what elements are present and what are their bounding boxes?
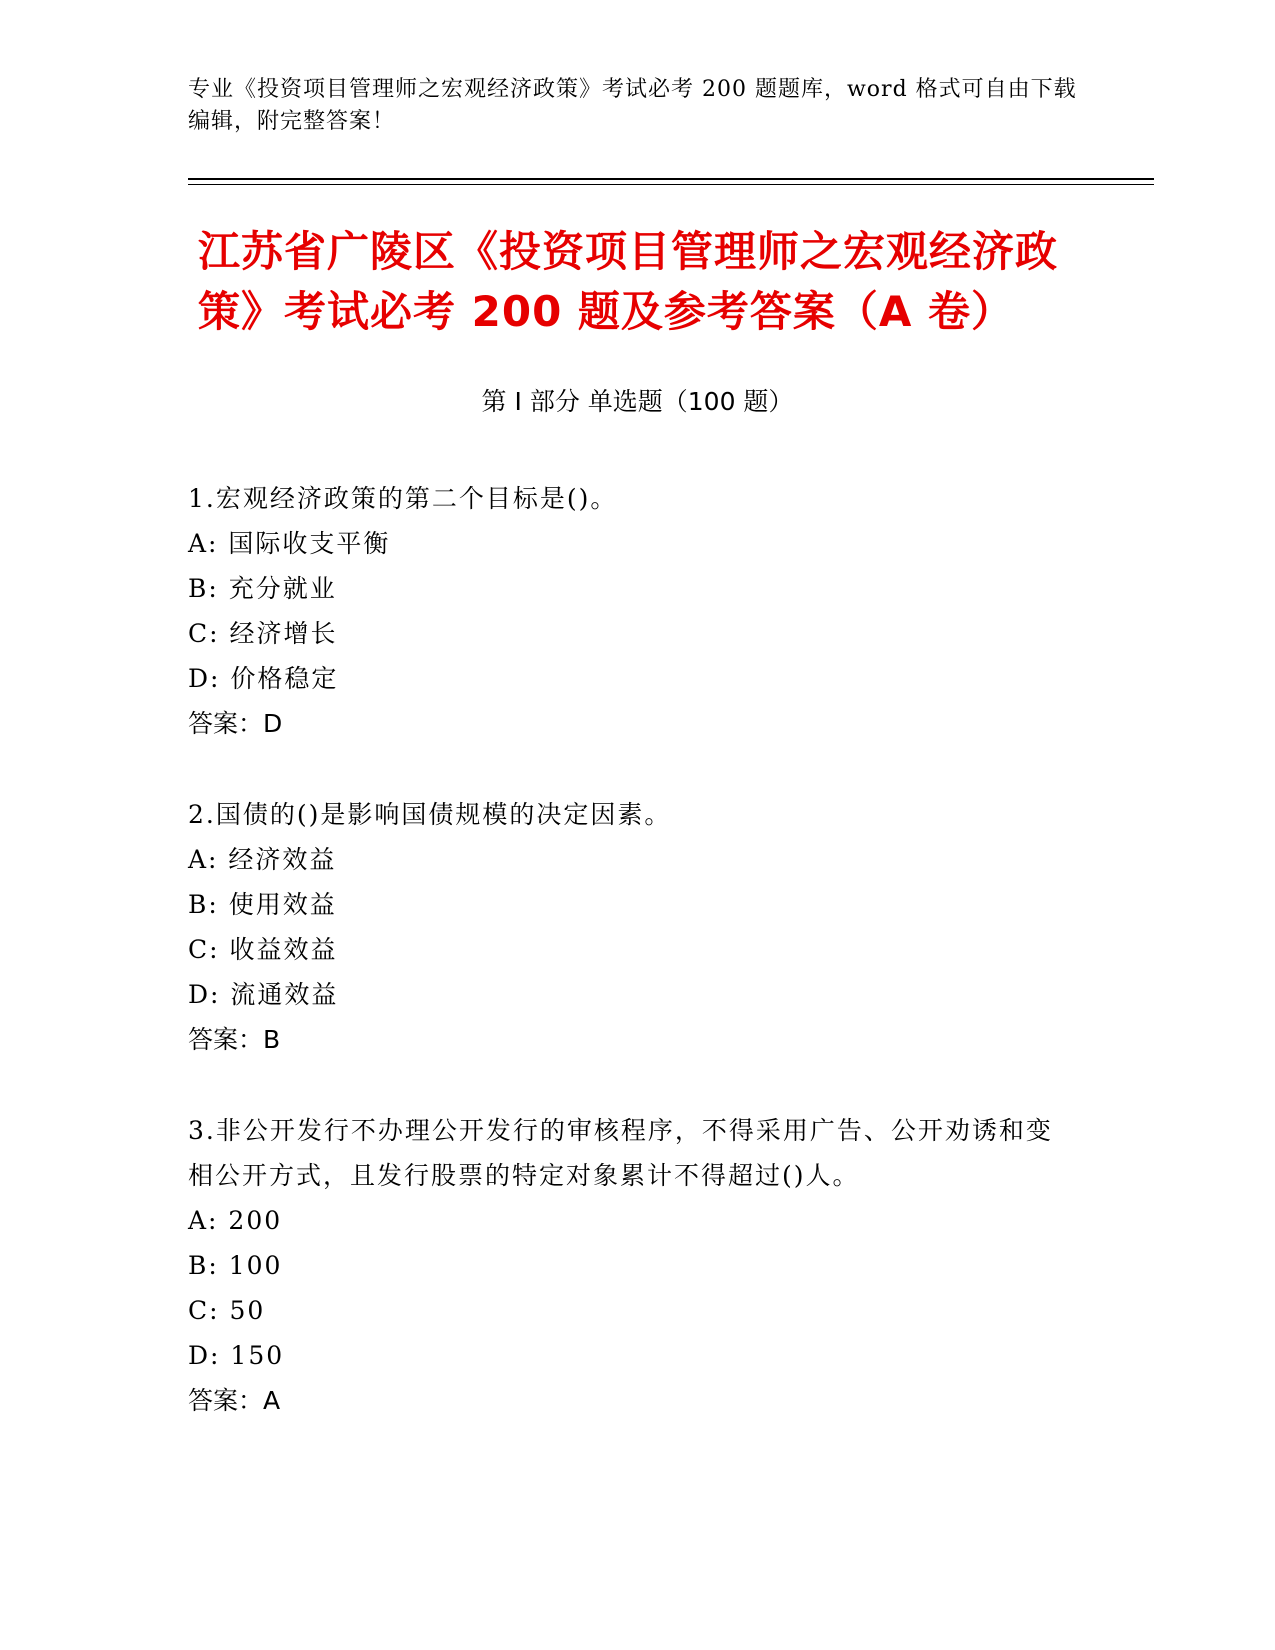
option-a: A: 经济效益	[188, 845, 337, 874]
question-list	[188, 476, 1068, 1469]
document-title: 江苏省广陵区《投资项目管理师之宏观经济政策》考试必考 200 题及参考答案（A 卷）	[198, 227, 1059, 336]
option-b: B: 使用效益	[188, 890, 337, 919]
answer: 答案：A	[188, 1386, 281, 1415]
header-rule-thin	[188, 184, 1154, 185]
header-rule-thick	[188, 178, 1154, 180]
header-note: 专业《投资项目管理师之宏观经济政策》考试必考 200 题题库，word 格式可自由下载编辑，附完整答案！	[188, 77, 1077, 134]
question-1	[188, 476, 1068, 746]
question-2	[188, 792, 1068, 1062]
option-c: C: 经济增长	[188, 619, 338, 648]
option-a: A: 200	[188, 1206, 283, 1235]
option-b: B: 100	[188, 1251, 283, 1280]
question-text: 1.宏观经济政策的第二个目标是()。	[188, 484, 618, 513]
option-d: D: 150	[188, 1341, 285, 1370]
answer: 答案：B	[188, 1025, 281, 1054]
section-heading: 第 I 部分 单选题（100 题）	[481, 387, 794, 416]
question-3	[188, 1108, 1068, 1423]
question-text: 3.非公开发行不办理公开发行的审核程序，不得采用广告、公开劝诱和变相公开方式，且发行股票的特定对象累计不得超过()人。	[188, 1116, 1053, 1190]
option-c: C: 收益效益	[188, 935, 338, 964]
option-c: C: 50	[188, 1296, 266, 1325]
option-b: B: 充分就业	[188, 574, 337, 603]
question-text: 2.国债的()是影响国债规模的决定因素。	[188, 800, 672, 829]
option-a: A: 国际收支平衡	[188, 529, 391, 558]
option-d: D: 价格稳定	[188, 664, 339, 693]
option-d: D: 流通效益	[188, 980, 339, 1009]
answer: 答案：D	[188, 709, 283, 738]
